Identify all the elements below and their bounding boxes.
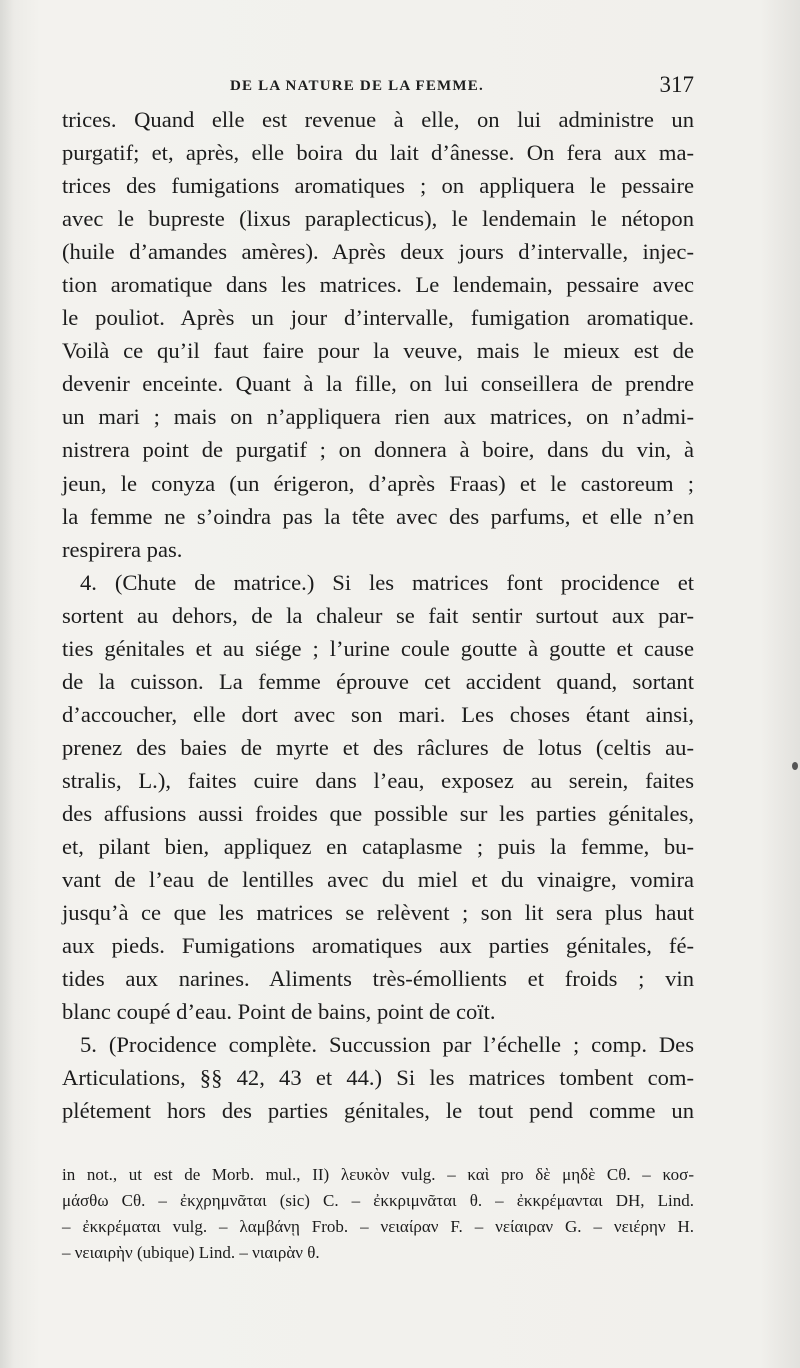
text-line: trices des fumigations aromatiques ; on appliquera le pessaire [62,173,694,199]
ink-speck [792,762,798,770]
footnote-line: – νειαιρὴν (ubique) Lind. – νιαιρὰν θ. [62,1243,320,1262]
footnote-line: in not., ut est de Morb. mul., II) λευκὸν vulg. – καὶ pro δὲ μηδὲ Cθ. – κοσ- [62,1165,694,1184]
text-line: plétement hors des parties génitales, le tout pend comme un [62,1098,694,1124]
text-line: respirera pas. [62,536,183,562]
text-line: 4. (Chute de matrice.) Si les matrices font procidence et [80,569,694,595]
text-line: purgatif; et, après, elle boira du lait d’ânesse. On fera aux ma- [62,140,694,166]
text-line: Voilà ce qu’il faut faire pour la veuve, mais le mieux est de [62,338,694,364]
text-line: Articulations, §§ 42, 43 et 44.) Si les matrices tombent com- [62,1065,694,1091]
text-line: sortent au dehors, de la chaleur se fait sentir surtout aux par- [62,602,694,628]
text-line: tion aromatique dans les matrices. Le lendemain, pessaire avec [62,272,694,298]
text-line: un mari ; mais on n’appliquera rien aux matrices, on n’admi- [62,404,694,430]
text-line: et, pilant bien, appliquez en cataplasme ; puis la femme, bu- [62,834,694,860]
running-title: DE LA NATURE DE LA FEMME. [230,78,484,94]
text-line: stralis, L.), faites cuire dans l’eau, exposez au serein, faites [62,767,694,793]
text-line: devenir enceinte. Quant à la fille, on lui conseillera de prendre [62,371,694,397]
body-text [62,103,694,1127]
text-line: d’accoucher, elle dort avec son mari. Les choses étant ainsi, [62,701,694,727]
text-line: aux pieds. Fumigations aromatiques aux parties génitales, fé- [62,933,694,959]
page-number: 317 [659,72,694,97]
text-line: jeun, le conyza (un érigeron, d’après Fraas) et le castoreum ; [62,470,694,496]
text-line: le pouliot. Après un jour d’intervalle, fumigation aromatique. [62,305,694,331]
text-line: (huile d’amandes amères). Après deux jours d’intervalle, injec- [62,239,694,265]
text-line: trices. Quand elle est revenue à elle, on lui administre un [62,107,694,132]
text-line: tides aux narines. Aliments très-émollients et froids ; vin [62,966,694,992]
text-line: de la cuisson. La femme éprouve cet accident quand, sortant [62,668,694,694]
text-line: la femme ne s’oindra pas la tête avec des parfums, et elle n’en [62,503,694,529]
footnotes [62,1162,694,1266]
text-line: nistrera point de purgatif ; on donnera à boire, dans du vin, à [62,437,694,463]
text-line: 5. (Procidence complète. Succussion par l’échelle ; comp. Des [80,1032,694,1058]
text-line: vant de l’eau de lentilles avec du miel et du vinaigre, vomira [62,867,694,893]
text-line: avec le bupreste (lixus paraplecticus), le lendemain le nétopon [62,206,694,232]
running-head [62,72,694,102]
text-line: ties génitales et au siége ; l’urine coule goutte à goutte et cause [62,635,694,661]
footnote-line: – ἐκκρέμαται vulg. – λαμβάνῃ Frob. – νειαίραν F. – νείαιραν G. – νειέρην H. [62,1217,694,1236]
text-line: des affusions aussi froides que possible sur les parties génitales, [62,800,694,826]
footnote-line: μάσθω Cθ. – ἐκχρημνᾶται (sic) C. – ἐκκριμνᾶται θ. – ἐκκρέμανται DH, Lind. [62,1191,694,1210]
text-line: prenez des baies de myrte et des râclures de lotus (celtis au- [62,734,694,760]
text-line: blanc coupé d’eau. Point de bains, point de coït. [62,999,496,1025]
text-line: jusqu’à ce que les matrices se relèvent ; son lit sera plus haut [62,900,694,926]
